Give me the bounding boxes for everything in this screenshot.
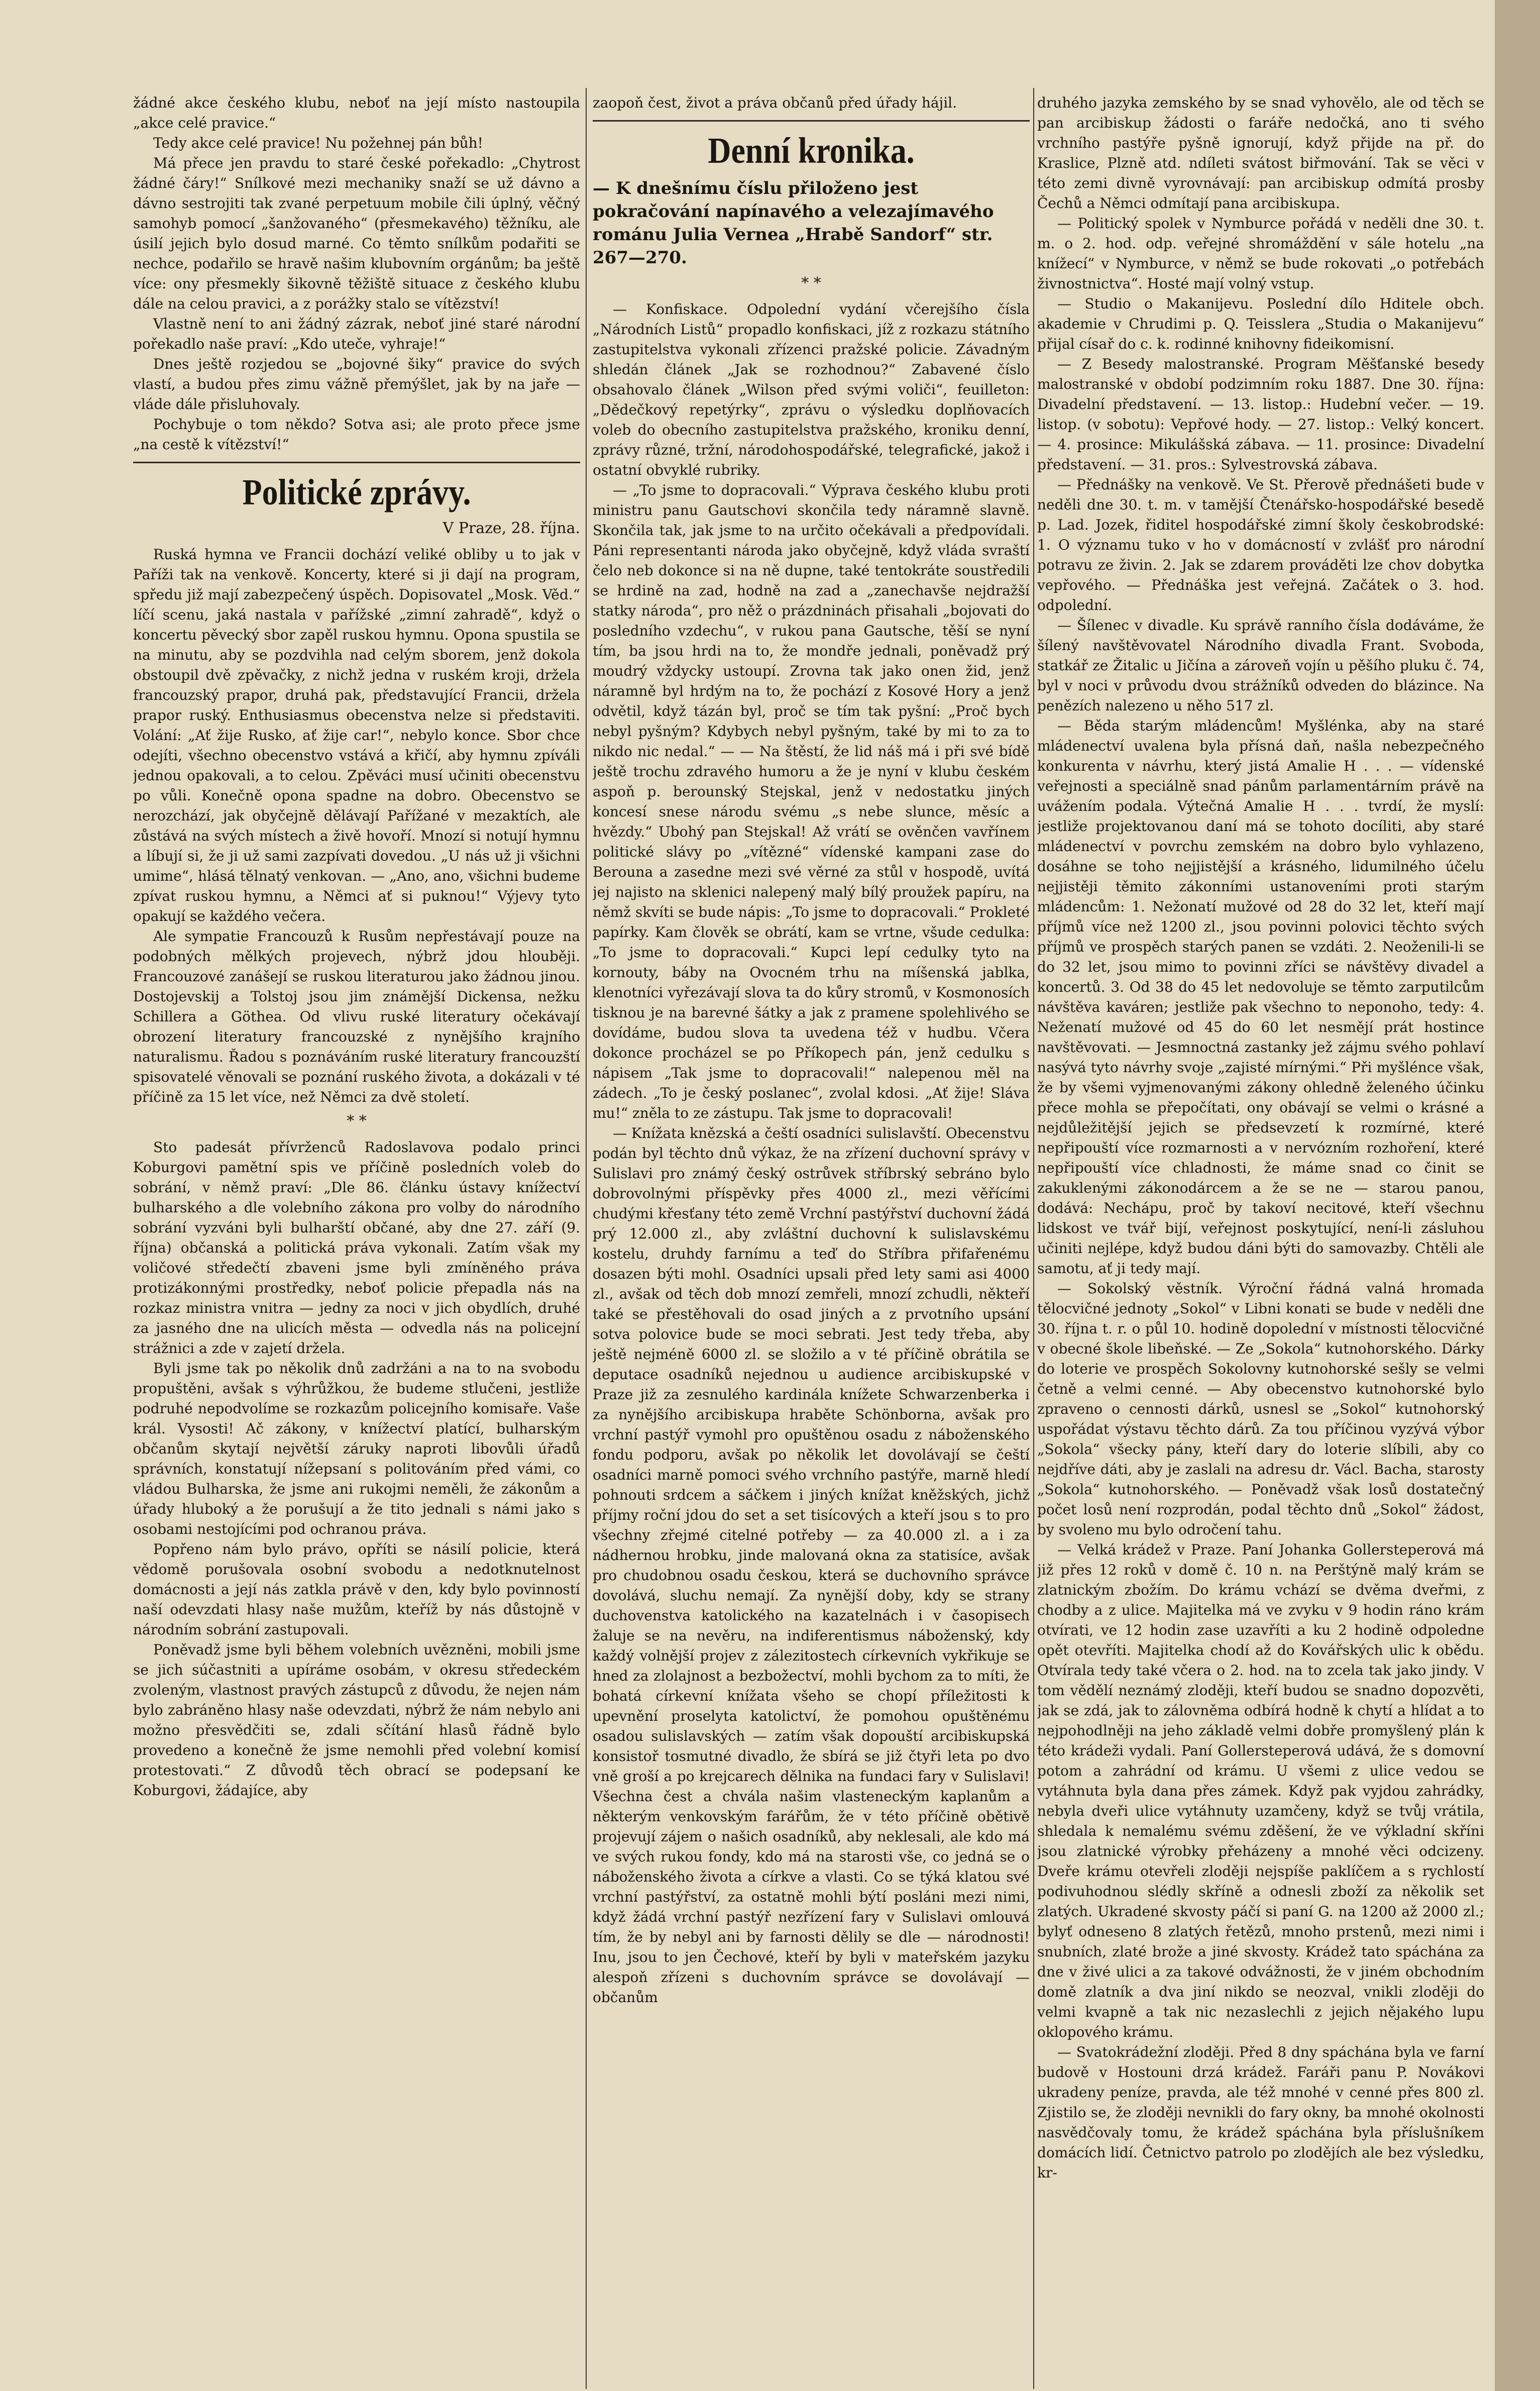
col1-top-text xyxy=(133,93,580,455)
col1-p-top-1: Tedy akce celé pravice! Nu požehnej pán bůh! xyxy=(153,135,483,151)
col1-p-main-1: Ale sympatie Francouzů k Rusům nepřestávají pouze na podobných mělkých projevech, nýbrž jdou hlouběji. Francouzové zanášejí se ruskou literaturou jako žádnou jinou. Dostojevskij a Tolstoj jsou jim známější Dickensa, nežku Schillera a Göthea. Od vlivu ruské literatury očekávají obrození literatury francouzské z nynějšího krajního naturalismu. Řadou s poznáváním ruské literatury francouzští spisovatelé věnovali se poznání ruského života, a dokázali v té příčině za 15 let více, než Němci za dvě století. xyxy=(133,928,580,1105)
section-title-chronicle: Denní kronika. xyxy=(708,130,915,171)
col3-p-4: — Přednášky na venkově. Ve St. Přerově přednášeti bude v neděli dne 30. t. m. v tamější Čtenářsko-hospodářské besedě p. Lad. Jozek, řiditel hospodářské zimní školy českobrodské: 1. O významu tuko v ho v domácností v zvlášť pro národní potravu ze živin. 2. Jak se zdarem prováděti lze chov dobytka vepřového. — Přednáška jest veřejná. Začátek o 3. hod. odpolední. xyxy=(1037,476,1484,613)
col2-p-main-0: — Konfiskace. Odpolední vydání včerejšího čísla „Národních Listů“ propadlo konfiskaci, jíž z rozkazu státního zastupitelstva vykonali zřízenci pražské policie. Závadným shledán článek „Jak se rozhodnou?“ Zabavené číslo obsahovalo článek „Wilson před svými voliči“, feuilleton: „Dědečkový repetýrky“, zprávu o výsledku doplňovacích voleb do obecního zastupitelstva pražského, kroniku denní, zprávy různé, tržní, národohospodářské, telegrafické, jakož i ostatní obvyklé rubriky. xyxy=(593,301,1030,478)
col2-p-main-1: — „To jsme to dopracovali.“ Výprava českého klubu proti ministru panu Gautschovi skončila tedy náramně slavně. Skončila tak, jak jsme to na určito očekávali a předpovídali. Páni representanti národa jako obyčejně, když vláda svraští čelo neb dokonce si na ně dupne, také tentokráte soustředili se hrdině na zad, hodně na zad a „zanechavše nejdražší statky národa“, pro něž o prázdninách přisahali „bojovati do posledního vzdechu“, v rukou pana Gautsche, těší se nyní tím, ba jsou hrdi na to, že mondře jednali, poněvadž prý moudrý vždycky ustoupí. Zrovna tak jako onen žid, jenž náramně byl hrdým na to, že pochází z Kosové Hory a jenž odvětil, když tázán byl, proč se tím tak pyšní: „Proč bych nebyl pyšným? Kdybych nebyl pyšným, také by mi to za to nikdo nic nedal.“ — — Na štěstí, že lid náš má i při své bídě ještě trochu zdravého humoru a že je nyní v klubu českém aspoň p. berounský Stejskal, jenž v nedostatku jiných koncesí snese národu svému „s nebe slunce, měsíc a hvězdy.“ Ubohý pan Stejskal! Až vrátí se ověnčen vavřínem politické slávy po „vítězné“ vídenské kampani zase do Berouna a zasedne mezi své věrné za stůl v hospodě, uvítá jej najisto na sklenici nalepený malý bílý proužek papíru, na němž skvíti se bude nápis: „To jsme to dopracovali.“ Prokleté papírky. Kam člověk se obrátí, kam se vrtne, všude cedulka: „To jsme to dopracovali.“ Kupci lepí cedulky tyto na kornouty, báby na Ovocném trhu na míšenská jablka, klenotníci vyřezávají slova ta do kůry stromů, v Kosmonosích tisknou je na barevné šátky a jak z pramene spolehlivého se dovídáme, budou slova ta uvedena též v hudbu. Včera dokonce procházel se po Příkopech pán, jenž cedulku s nápisem „Tak jsme to dopracovali!“ nalepenou měl na zádech. „To je český poslanec“, zvolal kdosi. „Ať žije! Sláva mu!“ zněla to ze zástupu. Tak jsme to dopracovali! xyxy=(593,482,1030,1121)
separator-stars: * * xyxy=(347,1112,367,1130)
col3-p-8: — Velká krádež v Praze. Paní Johanka Gollersteperová má již přes 12 roků v domě č. 10 n. na Perštýně malý krám se zlatnickým zbožím. Do krámu vchází se dvěma dveřmi, z chodby a z ulice. Majitelka má ve zvyku v 9 hodin ráno krám otvírati, ve 12 hodin zase uzavříti a ku 2 hodině odpoledne opět otevříti. Majitelka chodí až do Kovářských ulic k obědu. Otvírala tedy také včera o 2. hod. na to zcela tak jako jindy. V tom vědělí neznámý zloději, kteří budou se snadno dopozvěti, jak se zdá, jak to zálovněma odbírá hodně k chytí a hlídat a to nejpohodlněji na jeho základě velmi dobře promyšlený plán k této krádeži vydali. Paní Gollersteperová udává, že s domovní potom a zahrádní od krámu. U všemi z ulice vedou se vytáhnuta byla dana přes zámek. Když pak vyjdou zahrádky, nebyla dveři ulice vytáhnuty uzamčeny, když se tvůj vrátila, shledala k nemalému svému zděšení, že ve výkladní skříni jsou zlatnické výrobky přeházeny a mnohé věci odcizeny. Dveře krámu otevřeli zloději nejspíše paklíčem a s rychlostí podivuhodnou slédly skříně a odnesli zboží za několik set zlatých. Ukradené skvosty páčí si paní G. na 1200 až 2000 zl.; bylyť odneseno 8 zlatých řetězů, mnoho prstenů, mezi nimi i snubních, zlaté brože a jiné skvosty. Krádež tato spáchána za dne v živé ulici a za takové odvážnosti, že v jiném obchodním domě zlatník a dva jiní nikdo se neozval, vnikli zloději do velmi kvapně a tak nic nezaslechli z jejich nějakého lupu oklopového krámu. xyxy=(1037,1541,1484,2040)
col3-p-0: druhého jazyka zemského by se snad vyhovělo, ale od těch se pan arcibiskup žádosti o faráře nedočká, ano ti svého vrchního pastýře pyšně ignorují, když přijde na př. do Kraslice, Plzně atd. ndíleti svátost biřmování. Tak se věci v této zemi divně vyrovnávají: pan arcibiskup odmítá prosby Čechů a Němci odmítají pana arcibiskupa. xyxy=(1037,94,1484,212)
column-left xyxy=(133,93,580,2384)
col1-p-top-3: Vlastně není to ani žádný zázrak, neboť jiné staré národní pořekadlo naše praví: „Kdo uteče, vyhraje!“ xyxy=(133,316,580,352)
col1-p-bottom-2: Popřeno nám bylo právo, opříti se násilí policie, která vědomě porušovala osobní svobodu a nedotknutelnost domácnosti a její nás zatkla právě v den, kdy bylo povinností naší odevzdati hlasy naše mužům, kteříž by nás důstojně v národním sobrání zastupovali. xyxy=(133,1541,580,1638)
col3-p-9: — Svatokrádežní zloději. Před 8 dny spáchána byla ve farní budově v Hostouni drzá krádež. Faráři panu P. Novákovi ukradeny peníze, pravda, ale též mnohé v cenné přes 800 zl. Zjistilo se, že zloději nevnikli do fary okny, ba mnohé okolnosti nasvědčovaly tomu, že krádež spáchána byla příslušníkem domácích lidí. Četnictvo patrolo po zlodějích ale bez výsledku, kr- xyxy=(1037,2044,1484,2181)
col1-p-top-4: Dnes ještě rozjedou se „bojovné šiky“ pravice do svých vlastí, a budou přes zimu vážně přemýšlet, jak by na jaře — vláde dále přisluhovaly. xyxy=(133,356,580,412)
col3-p-1: — Politický spolek v Nymburce pořádá v neděli dne 30. t. m. o 2. hod. odp. veřejné shromáždění v sále hotelu „na knížecí“ v Nymburce, v němž se bude rokovati „o potřebách živnostnictva“. Hosté mají volný vstup. xyxy=(1037,215,1484,292)
separator-stars: * * xyxy=(801,274,821,292)
section-divider xyxy=(133,462,580,463)
col3-p-6: — Běda starým mládencům! Myšlénka, aby na staré mládenectví uvalena byla přísná daň, našla nebezpečného konkurenta v návrhu, který jistá Amalie H . . . — vídenské veřejnosti a speciálně snad pánům parlamentárním právě na uvážením podala. Výtečná Amalie H . . . tvrdí, že myslí: jestliže projektovanou daní má se tohoto docíliti, aby staré mládenectví v povrchu zemském na dobro bylo vyhlazeno, dosáhne se toho nejjistější a krásného, lidumilného účelu nejjistěji těmito zákonními ustanoveními proti starým mládencům: 1. Nežonatí mužové od 28 do 32 let, kteří mají příjmů více než 1200 zl., jsou povinni polovici těchto svých příjmů ve prospěch starých panen se vzdáti. 2. Neoženili-li se do 32 let, jsou mimo to povinni zříci se návštěvy divadel a koncertů. 3. Od 38 do 45 let nedovoluje se těmto zarputilcům návštěva kaváren; jestliže pak všechno to neponoho, tedy: 4. Neženatí mužové od 45 do 60 let nesmějí prát hostince navštěvovati. — Jesmnoctná zastanky jež zájmu svého pohlaví nasývá tyto návrhy svoje „zajisté mírnými.“ Při myšlénce však, že by všemi vyjmenovanými zákony ohledně želeného účinku přece mohla se přepočítati, ony obávají se velmi o krásné a nejdůležitější jejich se předsevzetí k rozmírné, které nepřipouští více rozmarnosti a v nervózním rozhoření, které nepřipouští více chladnosti, že máme snad co činit se zakuklenými zákonodárcem a že se ne — starou panou, dodává: Nechápu, proč by takoví necitové, kteří všechnu lidskost ve tvář bijí, veřejnost poskytující, není-li zásluhou učiniti nejlépe, když budou dáni býti do samovazby. Chtěli ale samotu, ať ji tedy mají. xyxy=(1037,717,1484,1277)
col1-p-main-0: Ruská hymna ve Francii dochází veliké obliby u to jak v Paříži tak na venkově. Koncerty, které si ji dají na program, spředu již mají zabezpečený úspěch. Dopisovatel „Mosk. Věd.“ líčí scenu, jaká nastala v pařížské „zimní zahradě“, když o koncertu pěvecký sbor zapěl ruskou hymnu. Opona spustila se na minutu, aby se pozdvihla nad celým sborem, jenž dokola obstoupil dvě zpěvačky, z nichž jedna v ruském kroji, držela francouzský prapor, druhá pak, představující Francii, držela prapor ruský. Enthusiasmus obecenstva nelze si představiti. Volání: „Ať žije Rusko, ať žije car!“, nebylo konce. Sbor chce odejíti, všechno obecenstvo vstává a křičí, aby hymnu zpíváli jednou opakovali, a to celou. Zpěváci musí učiniti obecenstvu po vůli. Konečně opona spadne na dobro. Obecenstvo se nerozchází, jak obyčejně dělávají Pařížané v mezaktích, ale zůstává na svých místech a živě hovoří. Mnozí si notují hymnu a líbují si, že ji už sami zazpívati dovedou. „U nás už ji všichni umime“, hlásá tělnatý venkovan. — „Ano, ano, všichni budeme zpívat ruskou hymnu, a Němci ať si puknou!“ Výjevy tyto opakují se každého večera. xyxy=(133,546,580,924)
col3-p-3: — Z Besedy malostranské. Program Měšťanské besedy malostranské v období podzimním roku 1887. Dne 30. října: Divadelní představení. — 13. listop.: Hudební večer. — 19. listop. (v sobotu): Vepřové hody. — 27. listop.: Velký koncert. — 4. prosince: Mikulášská zábava. — 11. prosince: Divadelní představení. — 31. pros.: Sylvestrovská zábava. xyxy=(1037,356,1484,473)
dateline: V Praze, 28. října. xyxy=(443,519,580,537)
column-rule-2 xyxy=(1033,88,1034,2389)
col1-p-bottom-3: Poněvadž jsme byli během volebních uvězněni, mobili jsme se jich súčastniti a upíráme osobám, v okresu středeckém zvoleným, vlastnost pravých zástupců z důvodu, že nejen nám bylo zabráněno hlasy naše odevzdati, nýbrž že nám nebylo ani možno přesvědčiti se, zdali sčítání hlasů řádně bylo provedeno a konečně že jsme nemohli před volební komisí protestovati.“ Z důvodů těch obrací se podepsaní ke Koburgovi, žádajíce, aby xyxy=(133,1641,580,1799)
column-rule-1 xyxy=(586,88,587,2389)
col1-p-top-2: Má přece jen pravdu to staré české pořekadlo: „Chytrost žádné čáry!“ Snílkové mezi mechaniky snaží se už dávno a dávno sestrojiti tak zvané perpetuum mobile čili úplný, věčný samohyb pomocí „šanžovaného“ (přesmekavého) těžníku, ale úsilí jejich bylo dosud marné. Co těmto snílkům podařiti se nechce, podařilo se hravě našim klubovním orgánům; ba ještě více: ony přesmekly šikovně těžiště situace z českého klubu dále na celou pravici, a z porážky stalo se vítězství! xyxy=(133,155,580,312)
col3-p-7: — Sokolský věstník. Výroční řádná valná hromada tělocvičné jednoty „Sokol“ v Libni konati se bude v neděli dne 30. října t. r. o půl 10. hodině dopolední v místnosti tělocvičné v obecné škole libeňské. — Ze „Sokola“ kutnohorského. Dárky do loterie ve prospěch Sokolovny kutnohorské sešly se velmi četně a velmi cenné. — Aby obecenstvo kutnohorské bylo zpraveno o cennosti dárků, usnesl se „Sokol“ kutnohorský uspořádat výstavu těchto dárů. Za tou příčinou vyzývá výbor „Sokola“ všecky pány, kteří dary do loterie slíbili, aby co nejdříve dáti, aby je zaslali na adresu dr. Václ. Bacha, starosty „Sokola“ kutnohorského. — Poněvadž však losů dostatečný počet losů není rozprodán, podal těchto dnů „Sokol“ žádost, by svoleno mu bylo odročení tahu. xyxy=(1037,1280,1484,1538)
col1-p-bottom-0: Sto padesát přívrženců Radoslavova podalo princi Koburgovi pamětní spis ve příčině posledních voleb do sobrání, v němž praví: „Dle 86. článku ústavy knížectví bulharského a dle volebního zákona pro volby do národního sobrání vyzváni byli bulharští občané, aby dne 27. září (9. října) občanská a politická práva vykonali. Zatím však my voličové středečtí zbaveni jsme byli zmíněného práva protizákonnými prostředky, neboť policie přepadla nás na rozkaz ministra vnitra — jedny za noci v jich obydlích, druhé za jasného dne na ulicích města — odvedla nás na policejní strážnici a zde v zajetí držela. xyxy=(133,1139,580,1357)
page-edge-shadow xyxy=(1495,0,1540,2391)
col2-p-main-2: — Knížata knězská a čeští osadníci sulislavští. Obecenstvu podán byl těchto dnů výkaz, že na zřízení duchovní správy v Sulislavi pro známý český ostrůvek stříbrský sebráno bylo dobrovolnými příspěvky přes 4000 zl., mezi věřícími chudými křesťany této země Vrchní pastýřství duchovní žádá prý 12.000 zl., aby zvláštní duchovní k sulislavskému kostelu, druhdy farnímu a teď do Stříbra přifařenému dosazen býti mohl. Osadníci upsali před lety sami asi 4000 zl., avšak od těch dob mnozí zemřeli, mnozí zchudli, někteří také se přestěhovali do osad jiných a z prvotního upsání sotva polovice bude se moci sebrati. Jest tedy třeba, aby ještě nejméně 6000 zl. se složilo a v té příčině obrátila se deputace osadníků nejednou u audience arcibiskupské v Praze již za zesnulého kardinála knížete Schwarzenberka i za nynějšího arcibiskupa hraběte Schönborna, avšak pro vrchní pastýř vymohl pro opuštěnou osadu z náboženského fondu podporu, avšak po několik let dovolávají se čeští osadníci marně pomoci svého vrchního pastýře, marně hledí pohnouti srdcem a sáčkem i jiných knížat kněžských, jichž příjmy roční jdou do set a set tisícových a kteří jsou s to pro všechny zřejmé citelné potřeby — za 40.000 zl. a i za nádhernou hrobku, jinde malovaná okna za statisíce, avšak pro chudobnou osadu českou, která se duchovního správce dovolává, sluchu nemají. Za nynější doby, kdy se strany duchovenstva katolického na kazatelnách i v časopisech žaluje se na nevěru, na indiferentismus náboženský, kdy každý volnější projev z zálezitostech církevních vykřikuje se hned za zlolajnost a bezbožectví, mohli bychom za to míti, že bohatá církevní knížata všeho se chopí příležitosti k upevnění proselyta katolictví, že pomohou opuštěnému osadou sulislavských — zatím však dopouští arcibiskupská konsistoř tosmutné divadlo, že sbírá se již čtyři leta po dvo vně groší a po krejcarech dělnika na fundaci fary v Sulislavi! Všechna čest a chvála našim vlasteneckým kaplanům a některým venkovským farářům, že v této příčině obětivě projevují zájem o našich osadníků, aby neklesali, ale kdo má ve svých rukou fondy, kdo má na starosti vše, co jedná se o náboženského života a církve a vlasti. Co se týká klatou své vrchní pastýřství, za ostatně mohli býtí posláni mezi nimi, když žádá vrchní pastýř nezřízení fary v Sulislavi omlouvá tím, že by nebyl ani by farnosti dělily se dle — národnosti! Inu, jsou to jen Čechové, kteří by byli v mateřském jazyku alespoň zřízeni s duchovním správce se dovolávají — občanům xyxy=(593,1125,1030,2006)
col1-p-top-5: Pochybuje o tom někdo? Sotva asi; ale proto přece jsme „na cestě k vítězství!“ xyxy=(133,416,580,453)
column-middle xyxy=(593,93,1030,2384)
section-divider xyxy=(593,120,1030,122)
supplement-notice: — K dnešnímu číslu přiloženo jest pokračování napínavého a velezajímavého románu Julia Vernea „Hrabě Sandorf“ str. 267—270. xyxy=(593,178,994,268)
col1-p-bottom-1: Byli jsme tak po několik dnů zadržáni a na to na svobodu propuštěni, avšak s výhrůžkou, že budeme stlučeni, jestliže podruhé nepodvolíme se rozkazům policejního komisaře. Vaše král. Vysosti! Ač zákony, v knížectví platící, bulharským občanům skytají největší záruky naproti libovůli úřadů správních, konstatují nížepsaní s politováním před vámi, co vládou Bulharska, že jsme ani rukojmi neměli, že zákonům a úřady hluboký a že porušují a že tito jednali s námi jako s osobami nestojícími pod ochranou práva. xyxy=(133,1360,580,1537)
col2-p-top-0: zaopoň čest, život a práva občanů před úřady hájil. xyxy=(593,94,957,111)
section-title-political: Politické zprávy. xyxy=(242,471,471,513)
col1-p-top-0: žádné akce českého klubu, neboť na její místo nastoupila „akce celé pravice.“ xyxy=(133,94,580,131)
col3-p-5: — Šílenec v divadle. Ku správě ranního čísla dodáváme, že šílený navštěvovatel Národního divadla Frant. Svoboda, statkář ze Žitalic u Jičína a zároveň vojín u pěšího pluku č. 74, byl v noci v průvodu dvou strážníků odveden do blázince. Na penězích nalezeno u něho 517 zl. xyxy=(1037,617,1484,714)
column-right xyxy=(1037,93,1484,2384)
col3-p-2: — Studio o Makanijevu. Poslední dílo Hditele obch. akademie v Chrudimi p. Q. Teisslera „Studia o Makanijevu“ přijal císař do c. k. rodinné knihovny fideikomisní. xyxy=(1037,295,1484,352)
